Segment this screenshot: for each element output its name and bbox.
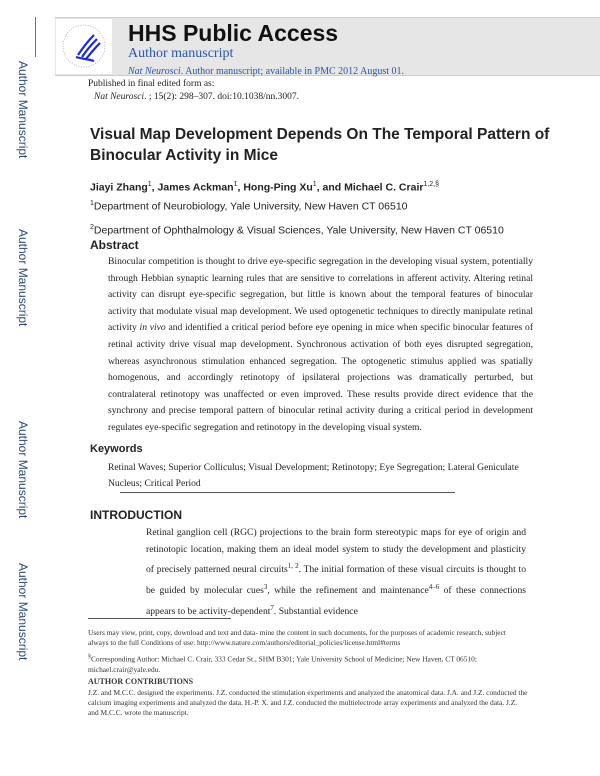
publication-info: [88, 78, 299, 104]
aff-mark: 1: [90, 199, 94, 207]
author: Jiayi Zhang: [90, 181, 148, 194]
author-sup: 1,2,§: [423, 181, 440, 188]
keywords-heading: Keywords: [90, 443, 143, 455]
side-label: Author Manuscript: [16, 563, 30, 661]
footnotes: Users may view, print, copy, download and text and data- mine the content in such documents, for the purposes of academic research, subject always to the full Conditions of use: http://www.nature.com/authors/editorial_policies/license.html#terms §Corresponding Author: Michael C. Crair, 333 Cedar St., SHM B301; Yale University School of Medicine; New Haven, CT 06510; michael.crair@yale.edu. AUTHOR CONTRIBUTIONS J.Z. and M.C.C. designed the experiments. J.Z. conducted the stimulation experiments and analyzed the anatomical data. J.A. and J.Z. conducted the calcium imaging experiments and analyzed the data. H.-P. X. and J.Z. conducted the multielectrode array experiments and analyzed the data. J.Z. and M.C.C. wrote the manuscript.: [88, 628, 528, 718]
author: and Michael C. Crair: [322, 181, 424, 194]
journal-name: Nat Neurosci: [128, 66, 181, 77]
margin-line: [35, 17, 36, 57]
hhs-eagle-logo-icon: [56, 19, 112, 74]
license-note: Users may view, print, copy, download and text and data- mine the content in such documents, for the purposes of academic research, subject always to the full Conditions of use: http://www.nature.com/authors/editorial_policies/license.html#terms: [88, 628, 506, 648]
side-label: Author Manuscript: [16, 421, 30, 519]
divider: [120, 492, 455, 493]
corresponding-author: Corresponding Author: Michael C. Crair, 333 Cedar St., SHM B301; Yale University School of Medicine; New Haven, CT 06510; michael.crair@yale.edu.: [88, 654, 477, 674]
side-label: Author Manuscript: [16, 61, 30, 159]
aff-mark: 2: [90, 224, 94, 231]
contrib-text: J.Z. and M.C.C. designed the experiments. J.Z. conducted the stimulation experiments and analyzed the anatomical data. J.A. and J.Z. conducted the calcium imaging experiments and analyzed the data. H.-P. X. and J.Z. conducted the multielectrode array experiments and analyzed the data. J.Z. and M.C.C. wrote the manuscript.: [88, 687, 528, 718]
pub-journal: Nat Neurosci: [94, 92, 145, 102]
abstract-text: Binocular competition is thought to drive eye-specific segregation in the developing visual system, potentially through Hebbian synaptic learning rules that are sensitive to correlations in afferent activity. Altering retinal activity can disrupt eye-specific segregation, but little is known about the temporal features of binocular activity that modulate visual map development. We used optogenetic techniques to directly manipulate retinal activity in vivo and identified a critical period before eye opening in mice when specific binocular features of retinal activity drive visual map development. Synchronous activation of both eyes disrupted segregation, whereas asynchronous stimulation enhanced segregation. The optogenetic stimulus applied was spatially homogenous, and accordingly retinotopy of ipsilateral projections was dramatically perturbed, but contralateral retinotopy was unaffected or even improved. These results provide direct evidence that the synchrony and precise temporal pattern of binocular retinal activity during a critical period in development regulates eye-specific segregation and retinotopy in the developing visual system.: [108, 256, 534, 433]
hhs-header: [55, 17, 600, 76]
manuscript-label: Author manuscript: [128, 46, 234, 61]
affiliation: Department of Neurobiology, Yale University, New Haven CT 06510: [93, 200, 408, 212]
intro-heading: INTRODUCTION: [90, 508, 182, 522]
article-title: Visual Map Development Depends On The Temporal Pattern of Binocular Activity in Mice: [90, 126, 550, 164]
author-sup: 1: [312, 181, 317, 188]
authors: Jiayi Zhang$^1$, James Ackman$^1$, Hong-Ping Xu$^1$, and Michael C. Crair$^{1,2,\S}$ $^1$Department of Neurobiology, Yale University, New Haven CT 06510 $^2$Department of Ophthalmology & Visual Sciences, Yale University, New Haven CT 06510: [90, 181, 504, 237]
footnote-rule: [88, 618, 231, 619]
author-sup: 1: [233, 181, 238, 188]
pub-label: Published in final edited form as:: [88, 79, 215, 89]
affiliation: Department of Ophthalmology & Visual Sciences, Yale University, New Haven CT 06510: [93, 224, 504, 237]
keywords-text: Retinal Waves; Superior Colliculus; Visual Development; Retinotopy; Eye Segregation; Lateral Geniculate Nucleus; Critical Period: [108, 462, 519, 489]
availability: . Author manuscript; available in PMC 2012 August 01.: [180, 66, 405, 77]
author-sup: 1: [147, 181, 152, 188]
hhs-title: HHS Public Access: [128, 20, 339, 46]
pub-citation: . ; 15(2): 298–307. doi:10.1038/nn.3007.: [144, 92, 299, 102]
author: James Ackman: [157, 181, 234, 194]
intro-text: Retinal ganglion cell (RGC) projections to the brain form stereotypic maps for eye of origin and retinotopic location, making them an ideal model system to study the development and plasticity of precisely patterned neural circuits$^{1, 2}$. The initial formation of these visual circuits is thought to be guided by molecular cues$^3$, while the refinement and maintenance$^{4-6}$ of these connections appears to be activity-dependent$^7$. Substantial evidence: [146, 527, 526, 617]
contrib-heading: AUTHOR CONTRIBUTIONS: [88, 677, 194, 687]
author: Hong-Ping Xu: [243, 181, 313, 194]
side-label: Author Manuscript: [16, 229, 30, 327]
abstract-heading: Abstract: [90, 238, 139, 252]
